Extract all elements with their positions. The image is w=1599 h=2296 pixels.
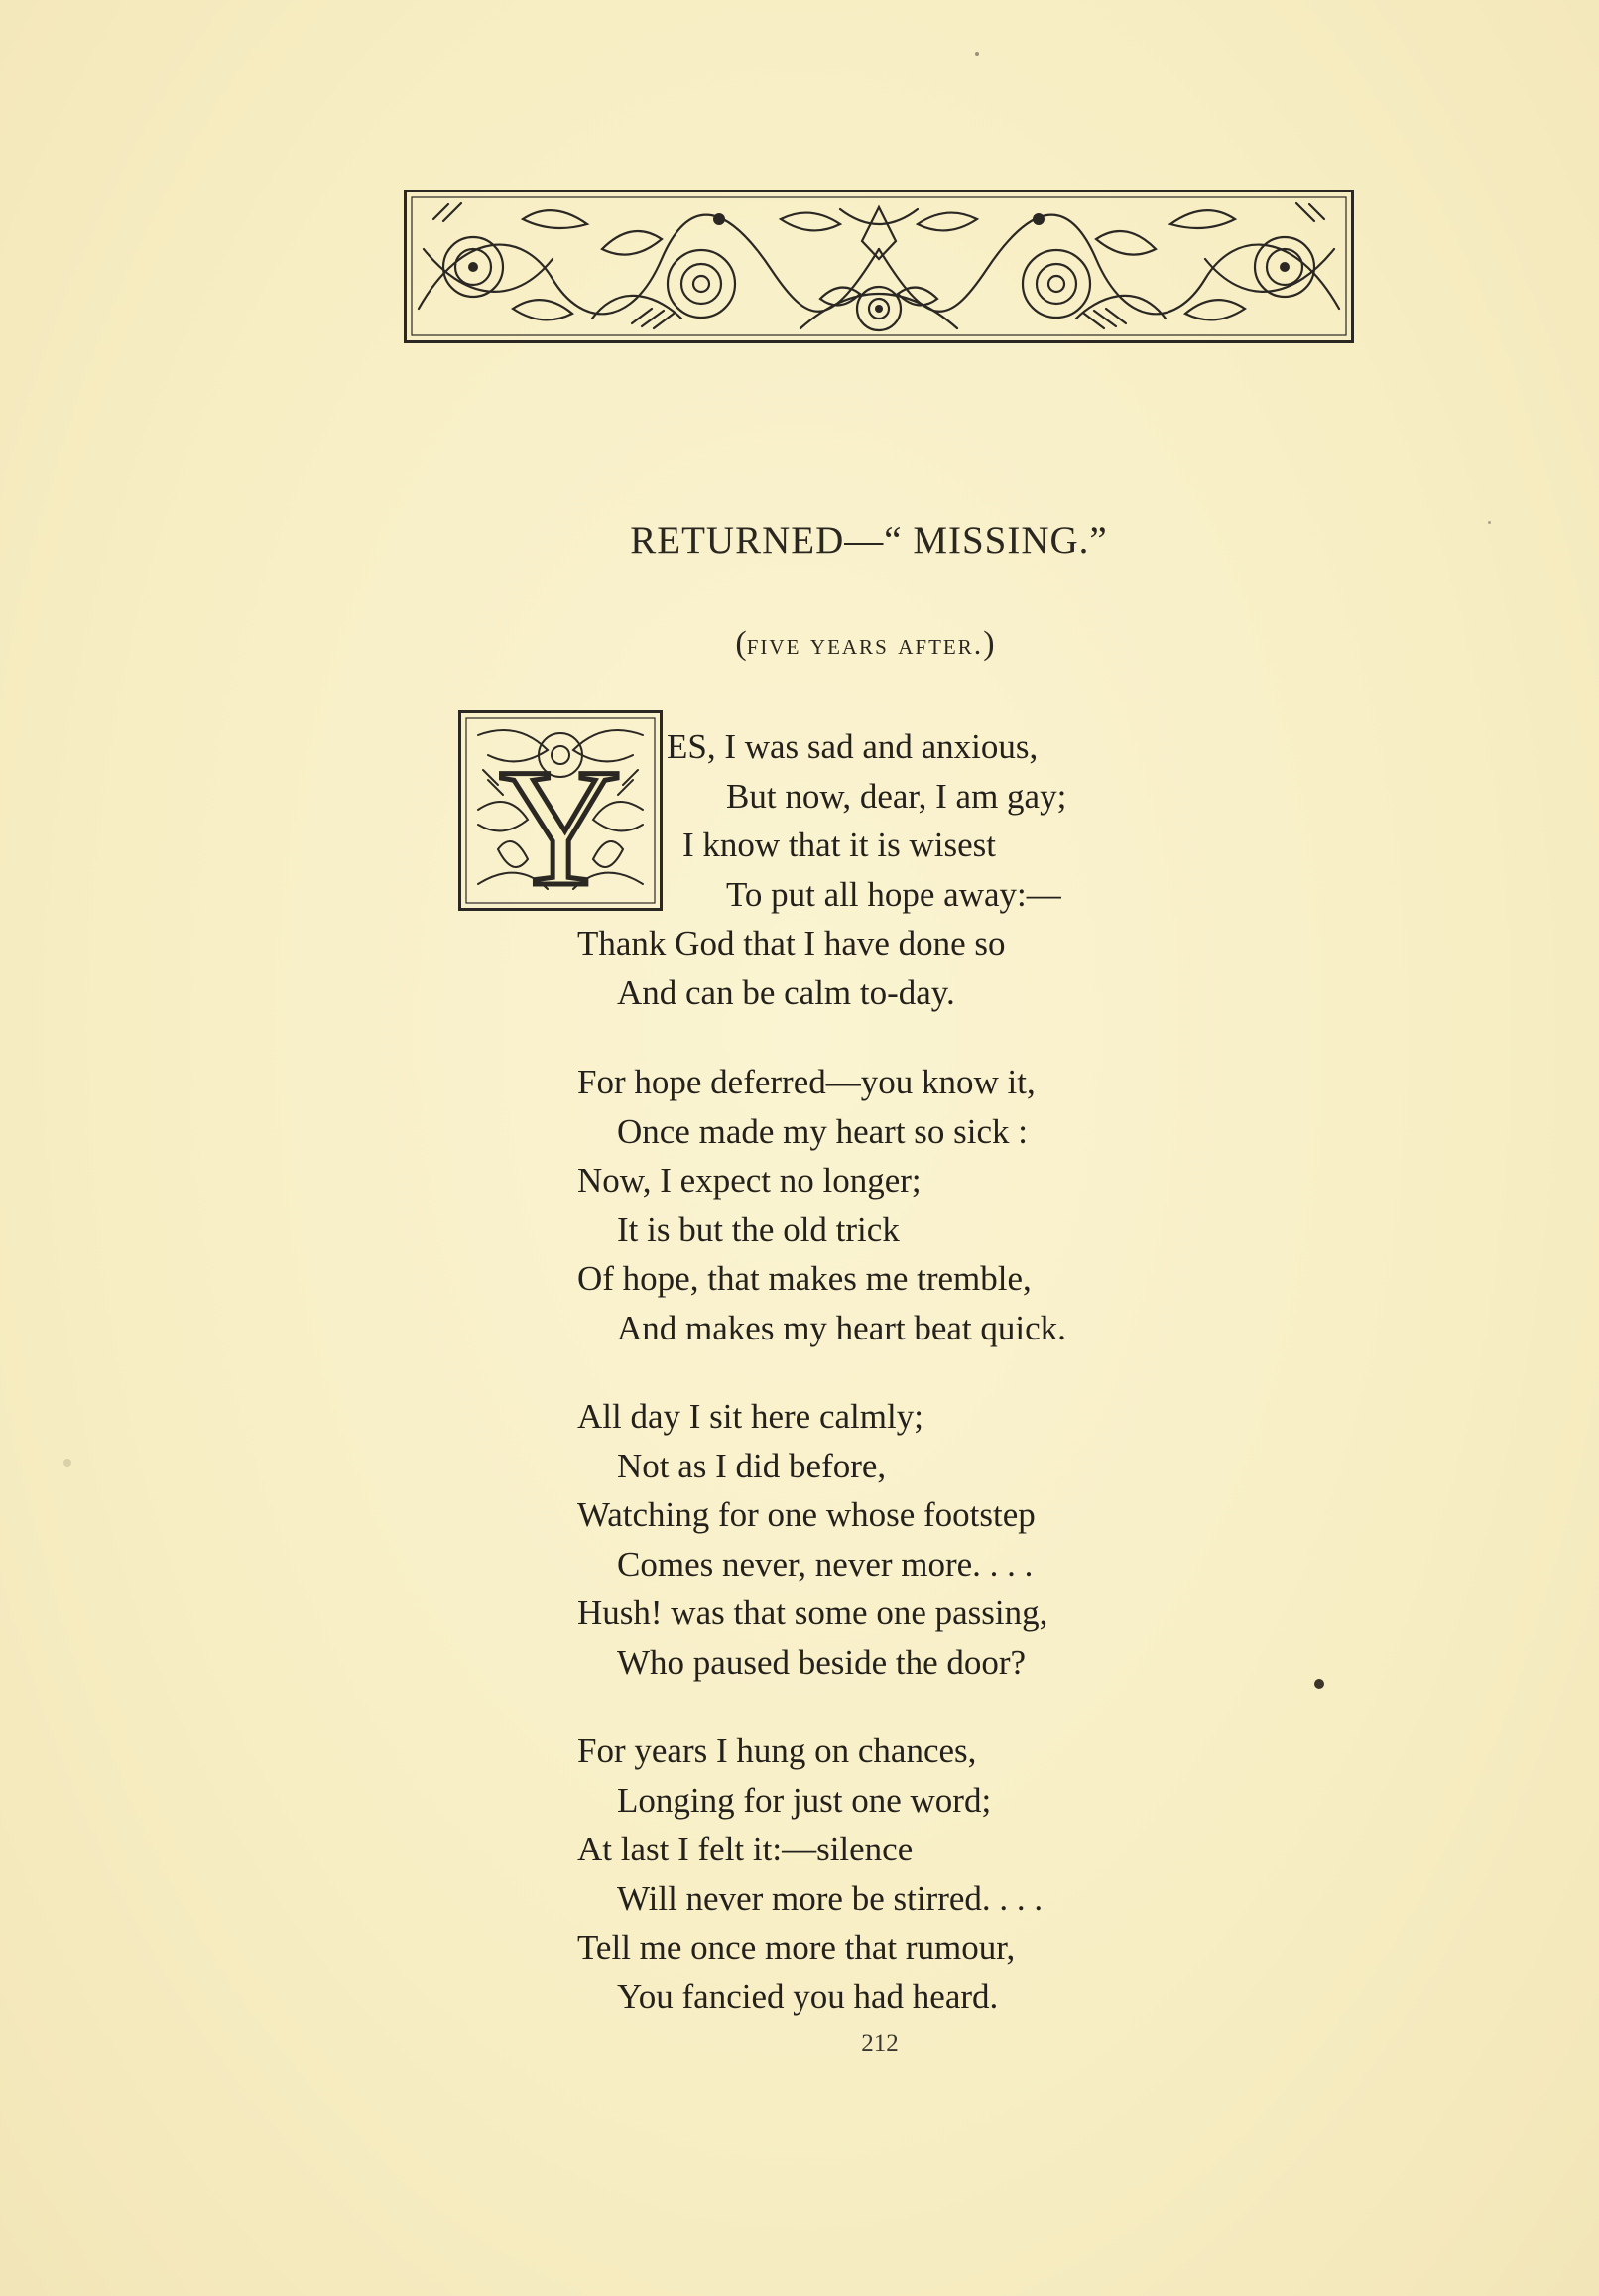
page-number: 212 [861, 2030, 899, 2057]
subtitle-close-paren: ) [983, 625, 995, 662]
verse-line: Once made my heart so sick : [617, 1111, 1029, 1151]
verse-line: At last I felt it:—silence [577, 1830, 914, 1868]
verse-line: And can be calm to-day. [617, 972, 955, 1012]
drop-cap-letter: Y [499, 734, 622, 911]
poem-subtitle [0, 625, 1599, 663]
stanza-4 [577, 1726, 1043, 2021]
verse-line: Hush! was that some one passing, [577, 1594, 1048, 1632]
verse-line: You fancied you had heard. [617, 1977, 999, 2016]
verse-line: For years I hung on chances, [577, 1731, 977, 1770]
verse-line: ES, I was sad and anxious, [667, 727, 1039, 766]
verse-line: Longing for just one word; [617, 1780, 992, 1820]
verse-line: Not as I did before, [617, 1446, 887, 1485]
verse-line: All day I sit here calmly; [577, 1397, 923, 1436]
stanza-3 [577, 1392, 1047, 1687]
paper-speck [975, 52, 979, 56]
verse-line: It is but the old trick [617, 1210, 900, 1249]
verse-line: To put all hope away:— [726, 874, 1061, 914]
verse-line: Comes never, never more. . . . [617, 1544, 1034, 1584]
paper-speck [1488, 521, 1491, 524]
subtitle-open-paren: ( [735, 625, 747, 662]
verse-line: Thank God that I have done so [577, 924, 1006, 962]
stanza-1-start [667, 722, 1066, 919]
verse-line: Will never more be stirred. . . . [617, 1878, 1044, 1918]
floral-headpiece-ornament [404, 190, 1354, 343]
verse-line: I know that it is wisest [682, 826, 996, 864]
poem-title: RETURNED—“ MISSING.” [630, 519, 1108, 562]
verse-line: Of hope, that makes me tremble, [577, 1259, 1032, 1298]
ink-speck [1314, 1679, 1324, 1689]
verse-line: For hope deferred—you know it, [577, 1063, 1036, 1101]
paper-speck [63, 1459, 71, 1467]
stanza-1-end [577, 919, 1006, 1017]
decorated-initial-y [458, 710, 663, 911]
stanza-2 [577, 1058, 1066, 1352]
subtitle-text: five years after. [746, 628, 984, 661]
verse-line: Now, I expect no longer; [577, 1161, 922, 1200]
verse-line: Watching for one whose footstep [577, 1495, 1036, 1534]
verse-line: And makes my heart beat quick. [617, 1308, 1066, 1347]
verse-line: Tell me once more that rumour, [577, 1928, 1016, 1967]
verse-line: But now, dear, I am gay; [726, 776, 1067, 816]
verse-line: Who paused beside the door? [617, 1642, 1027, 1682]
